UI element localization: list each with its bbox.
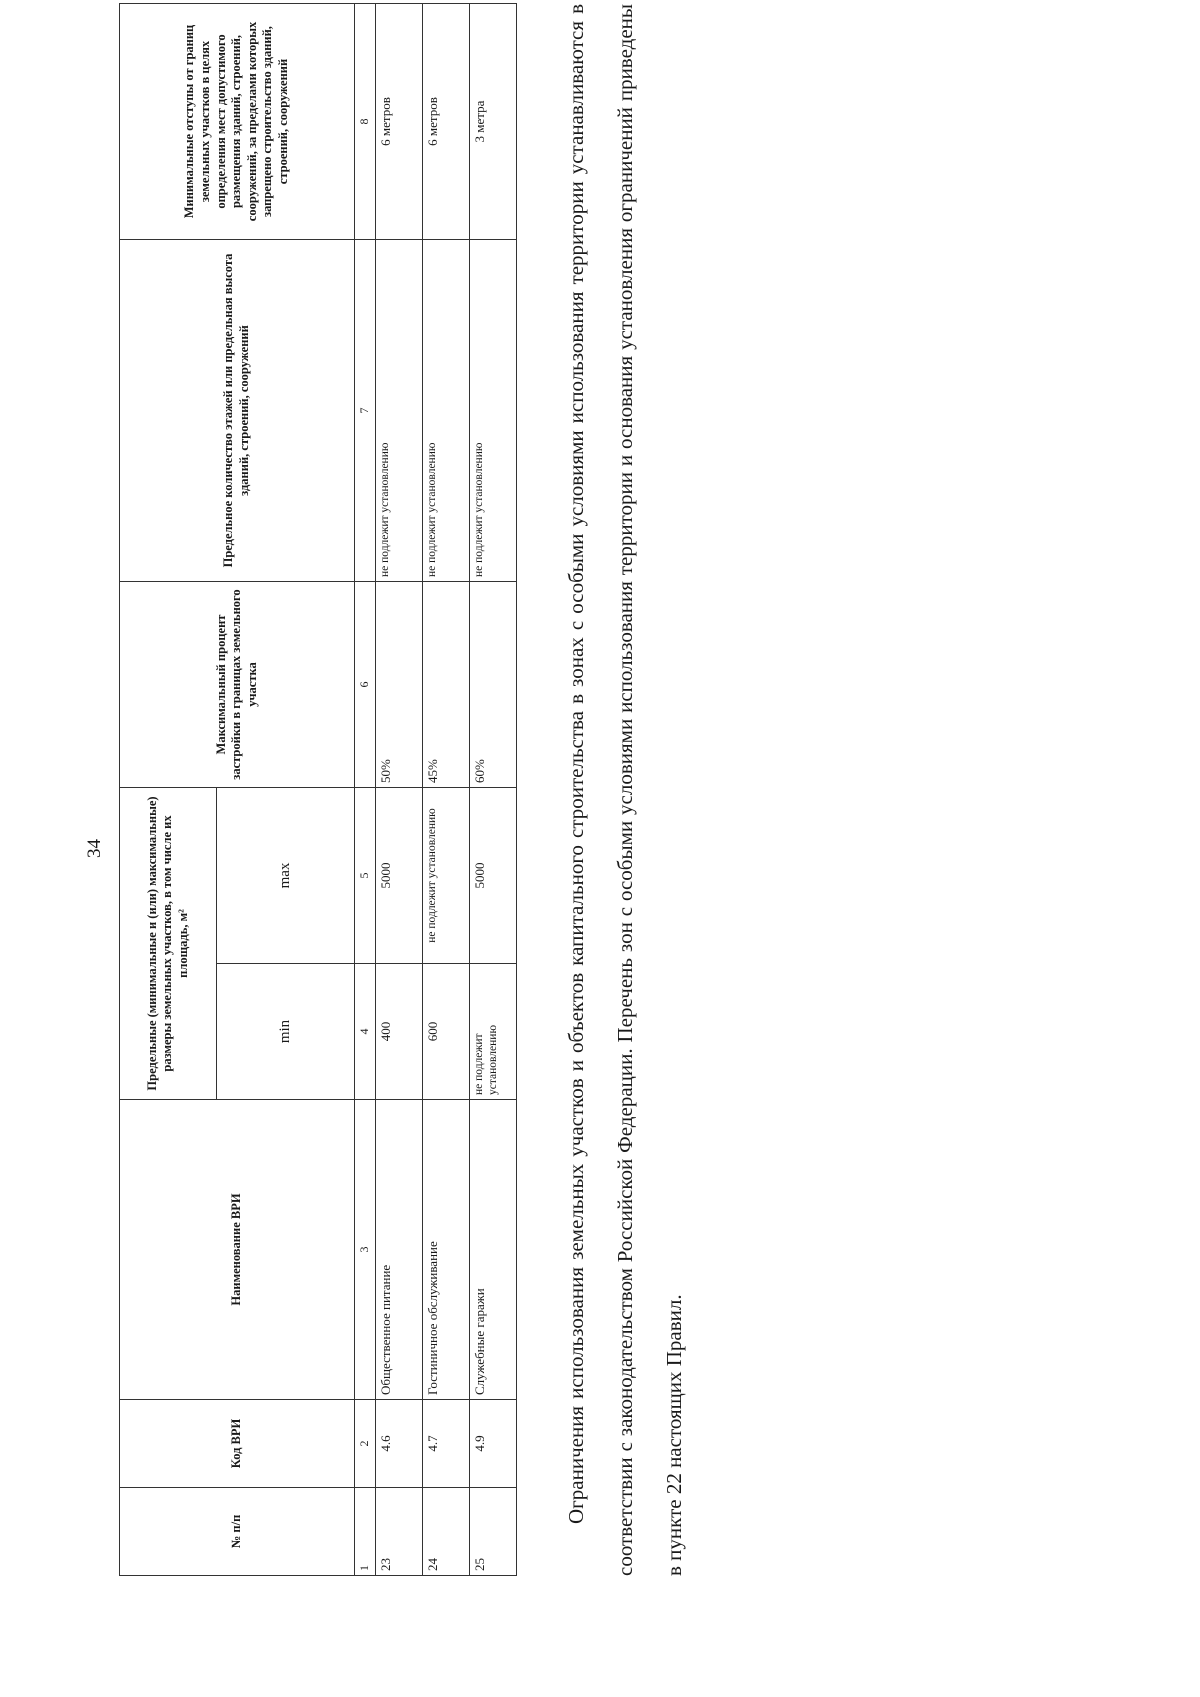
row-min: не подлежит установлению	[470, 964, 517, 1100]
row-code: 4.7	[423, 1400, 470, 1488]
header-name: Наименование ВРИ	[120, 1100, 355, 1400]
row-name: Гостиничное обслуживание	[423, 1100, 470, 1400]
row-setback: 6 метров	[376, 4, 423, 240]
table-row	[423, 4, 470, 1576]
column-number: 7	[355, 240, 376, 582]
row-setback: 3 метра	[470, 4, 517, 240]
page-number: 34	[84, 839, 105, 858]
row-code: 4.9	[470, 1400, 517, 1488]
header-sizes-group: Предельные (минимальные и (или) максимальные) размеры земельных участков, в том числе их площадь, м²	[120, 788, 217, 1100]
row-percent: 45%	[423, 582, 470, 788]
land-use-table	[119, 3, 517, 1576]
column-number-row	[355, 4, 376, 1576]
row-max: не подлежит установлению	[423, 788, 470, 964]
column-number: 6	[355, 582, 376, 788]
paragraph-text: Ограничения использования земельных участков и объектов капитального строительства в зонах с особыми условиями использования территории устанавливаются в соответствии с законодательством Российской Федерации. Перечень зон с особыми условиями использования территории и основания установления ограничений приведены в пункте 22 настоящих Правил.	[564, 4, 686, 1576]
column-number: 8	[355, 4, 376, 240]
header-num: № п/п	[120, 1488, 355, 1576]
header-setback: Минимальные отступы от границ земельных участков в целях определения мест допустимого размещения зданий, строений, сооружений, за пределами которых запрещено строительство зданий, строений, сооружений	[120, 4, 355, 240]
row-code: 4.6	[376, 1400, 423, 1488]
row-min: 400	[376, 964, 423, 1100]
row-max: 5000	[376, 788, 423, 964]
row-name: Служебные гаражи	[470, 1100, 517, 1400]
header-percent: Максимальный процент застройки в границах земельного участка	[120, 582, 355, 788]
column-number: 4	[355, 964, 376, 1100]
column-number: 5	[355, 788, 376, 964]
header-min: min	[217, 964, 355, 1100]
header-max: max	[217, 788, 355, 964]
table-row	[470, 4, 517, 1576]
row-name: Общественное питание	[376, 1100, 423, 1400]
row-min: 600	[423, 964, 470, 1100]
header-code: Код ВРИ	[120, 1400, 355, 1488]
column-number: 3	[355, 1100, 376, 1400]
row-percent: 50%	[376, 582, 423, 788]
row-setback: 6 метров	[423, 4, 470, 240]
row-floors: не подлежит установлению	[423, 240, 470, 582]
row-max: 5000	[470, 788, 517, 964]
column-number: 1	[355, 1488, 376, 1576]
row-num: 23	[376, 1488, 423, 1576]
row-num: 25	[470, 1488, 517, 1576]
row-percent: 60%	[470, 582, 517, 788]
column-number: 2	[355, 1400, 376, 1488]
row-floors: не подлежит установлению	[376, 240, 423, 582]
header-floors: Предельное количество этажей или предельная высота зданий, строений, сооружений	[120, 240, 355, 582]
table-row	[376, 4, 423, 1576]
row-num: 24	[423, 1488, 470, 1576]
body-paragraph	[552, 4, 699, 1576]
row-floors: не подлежит установлению	[470, 240, 517, 582]
